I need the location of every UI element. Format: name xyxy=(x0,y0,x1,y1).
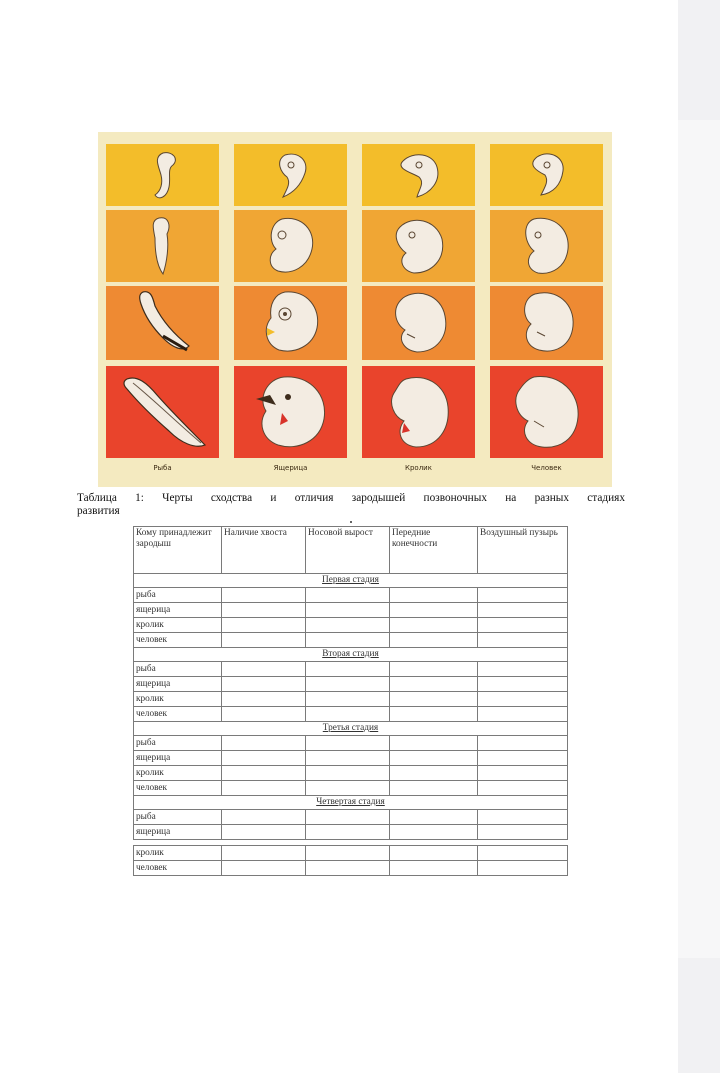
empty-answer-cell xyxy=(478,677,568,692)
page-side-strip xyxy=(678,120,720,958)
empty-answer-cell xyxy=(478,846,568,861)
stray-dot xyxy=(350,521,352,523)
empty-answer-cell xyxy=(390,677,478,692)
empty-answer-cell xyxy=(478,861,568,876)
organism-cell: человек xyxy=(134,633,222,648)
table-row xyxy=(134,603,568,618)
organism-cell: ящерица xyxy=(134,751,222,766)
table-header-row xyxy=(134,527,568,574)
rabbit-stage-1 xyxy=(362,144,475,206)
fish-stage-3 xyxy=(106,286,219,360)
empty-answer-cell xyxy=(390,633,478,648)
empty-answer-cell xyxy=(478,766,568,781)
empty-answer-cell xyxy=(478,588,568,603)
table-caption: Таблица 1: Черты сходства и отличия зародышей позвоночных на разных стадиях xyxy=(77,492,625,504)
lizard-embryo-3-icon xyxy=(255,288,327,358)
table-header-cell: Кому принадлежит зародыш xyxy=(134,527,222,574)
empty-answer-cell xyxy=(306,603,390,618)
lizard-stage-3 xyxy=(234,286,347,360)
empty-answer-cell xyxy=(222,588,306,603)
empty-answer-cell xyxy=(478,781,568,796)
empty-answer-cell xyxy=(222,825,306,840)
empty-answer-cell xyxy=(390,810,478,825)
empty-answer-cell xyxy=(306,846,390,861)
empty-answer-cell xyxy=(222,618,306,633)
empty-answer-cell xyxy=(222,633,306,648)
table-row xyxy=(134,677,568,692)
rabbit-embryo-1-icon xyxy=(389,147,449,203)
organism-cell: рыба xyxy=(134,810,222,825)
table-row xyxy=(134,633,568,648)
human-embryo-1-icon xyxy=(517,147,577,203)
empty-answer-cell xyxy=(390,751,478,766)
fish-embryo-2-icon xyxy=(133,212,193,280)
fish-stage-1 xyxy=(106,144,219,206)
organism-cell: ящерица xyxy=(134,603,222,618)
empty-answer-cell xyxy=(478,603,568,618)
empty-answer-cell xyxy=(306,677,390,692)
organism-cell: человек xyxy=(134,781,222,796)
organism-cell: кролик xyxy=(134,766,222,781)
table-header-cell: Передние конечности xyxy=(390,527,478,574)
stage-title: Первая стадия xyxy=(134,574,568,588)
empty-answer-cell xyxy=(390,846,478,861)
empty-answer-cell xyxy=(222,677,306,692)
rabbit-stage-2 xyxy=(362,210,475,282)
lizard-stage-1 xyxy=(234,144,347,206)
table-row xyxy=(134,846,568,861)
empty-answer-cell xyxy=(306,692,390,707)
empty-answer-cell xyxy=(306,781,390,796)
human-embryo-4-icon xyxy=(504,369,590,455)
empty-answer-cell xyxy=(306,662,390,677)
table-row xyxy=(134,662,568,677)
organism-cell: рыба xyxy=(134,588,222,603)
human-stage-4 xyxy=(490,366,603,458)
stage-title-row xyxy=(134,722,568,736)
empty-answer-cell xyxy=(222,810,306,825)
empty-answer-cell xyxy=(222,692,306,707)
fish-stage-4 xyxy=(106,366,219,458)
empty-answer-cell xyxy=(390,692,478,707)
lizard-stage-4 xyxy=(234,366,347,458)
empty-answer-cell xyxy=(478,707,568,722)
table-row xyxy=(134,588,568,603)
empty-answer-cell xyxy=(306,588,390,603)
empty-answer-cell xyxy=(478,692,568,707)
empty-answer-cell xyxy=(222,846,306,861)
empty-answer-cell xyxy=(306,825,390,840)
empty-answer-cell xyxy=(390,781,478,796)
table-row xyxy=(134,692,568,707)
organism-cell: кролик xyxy=(134,618,222,633)
empty-answer-cell xyxy=(390,603,478,618)
rabbit-embryo-2-icon xyxy=(384,213,454,279)
empty-answer-cell xyxy=(222,781,306,796)
empty-answer-cell xyxy=(306,618,390,633)
table-header-cell: Наличие хвоста xyxy=(222,527,306,574)
stage-title-row xyxy=(134,574,568,588)
empty-answer-cell xyxy=(390,861,478,876)
empty-answer-cell xyxy=(306,633,390,648)
organism-cell: человек xyxy=(134,707,222,722)
human-stage-2 xyxy=(490,210,603,282)
empty-answer-cell xyxy=(478,751,568,766)
table-caption-continued: развития xyxy=(77,505,120,517)
organism-cell: ящерица xyxy=(134,677,222,692)
stage-title: Вторая стадия xyxy=(134,648,568,662)
empty-answer-cell xyxy=(390,662,478,677)
organism-cell: кролик xyxy=(134,846,222,861)
empty-answer-cell xyxy=(478,618,568,633)
stage-title: Третья стадия xyxy=(134,722,568,736)
empty-answer-cell xyxy=(478,633,568,648)
stage-title-row xyxy=(134,648,568,662)
empty-answer-cell xyxy=(222,603,306,618)
empty-answer-cell xyxy=(390,707,478,722)
fish-embryo-1-icon xyxy=(133,147,193,203)
comparison-table xyxy=(133,526,568,876)
fish-stage-2 xyxy=(106,210,219,282)
empty-answer-cell xyxy=(222,662,306,677)
empty-answer-cell xyxy=(390,766,478,781)
empty-answer-cell xyxy=(478,825,568,840)
table-row xyxy=(134,825,568,840)
table-row xyxy=(134,736,568,751)
empty-answer-cell xyxy=(222,751,306,766)
empty-answer-cell xyxy=(306,861,390,876)
empty-answer-cell xyxy=(222,736,306,751)
empty-answer-cell xyxy=(306,766,390,781)
empty-answer-cell xyxy=(390,588,478,603)
figure-label-human: Человек xyxy=(531,464,562,472)
organism-cell: рыба xyxy=(134,736,222,751)
table-row xyxy=(134,766,568,781)
rabbit-stage-4 xyxy=(362,366,475,458)
empty-answer-cell xyxy=(390,618,478,633)
human-stage-1 xyxy=(490,144,603,206)
organism-cell: человек xyxy=(134,861,222,876)
stage-title-row xyxy=(134,796,568,810)
table-row xyxy=(134,781,568,796)
empty-answer-cell xyxy=(478,736,568,751)
empty-answer-cell xyxy=(222,766,306,781)
embryo-comparison-figure xyxy=(98,132,612,487)
table-header-cell: Воздушный пузырь xyxy=(478,527,568,574)
empty-answer-cell xyxy=(222,861,306,876)
human-embryo-3-icon xyxy=(511,288,583,358)
rabbit-embryo-4-icon xyxy=(376,369,462,455)
figure-label-fish: Рыба xyxy=(153,464,172,472)
empty-answer-cell xyxy=(306,751,390,766)
rabbit-stage-3 xyxy=(362,286,475,360)
fish-embryo-4-icon xyxy=(113,369,213,455)
table-row xyxy=(134,707,568,722)
human-embryo-2-icon xyxy=(512,213,582,279)
empty-answer-cell xyxy=(306,707,390,722)
stage-title: Четвертая стадия xyxy=(134,796,568,810)
empty-answer-cell xyxy=(306,810,390,825)
empty-answer-cell xyxy=(478,810,568,825)
table-row xyxy=(134,618,568,633)
table-row xyxy=(134,810,568,825)
empty-answer-cell xyxy=(478,662,568,677)
figure-label-lizard: Ящерица xyxy=(273,464,308,472)
empty-answer-cell xyxy=(306,736,390,751)
empty-answer-cell xyxy=(390,736,478,751)
lizard-stage-2 xyxy=(234,210,347,282)
human-stage-3 xyxy=(490,286,603,360)
empty-answer-cell xyxy=(222,707,306,722)
organism-cell: ящерица xyxy=(134,825,222,840)
table-row xyxy=(134,751,568,766)
lizard-embryo-2-icon xyxy=(256,213,326,279)
table-header-cell: Носовой вырост xyxy=(306,527,390,574)
table-row xyxy=(134,861,568,876)
lizard-embryo-1-icon xyxy=(261,147,321,203)
organism-cell: рыба xyxy=(134,662,222,677)
figure-label-rabbit: Кролик xyxy=(405,464,432,472)
rabbit-embryo-3-icon xyxy=(383,288,455,358)
empty-answer-cell xyxy=(390,825,478,840)
fish-embryo-3-icon xyxy=(123,288,203,358)
organism-cell: кролик xyxy=(134,692,222,707)
lizard-embryo-4-icon xyxy=(248,369,334,455)
